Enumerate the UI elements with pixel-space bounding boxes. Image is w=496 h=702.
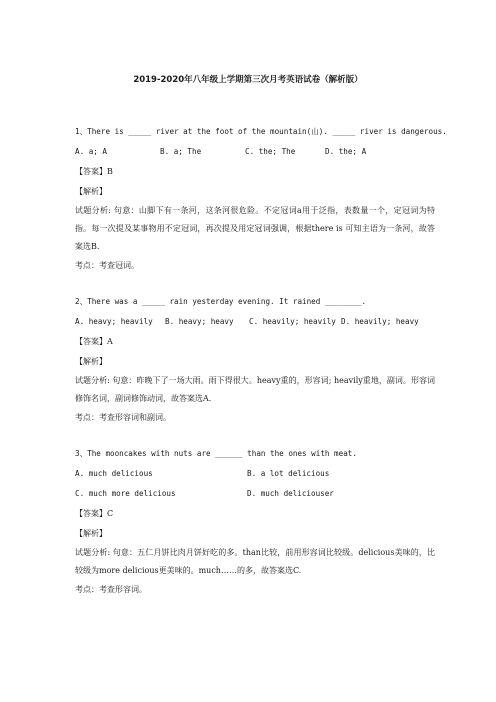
question-options: [75, 142, 435, 162]
question-1: [75, 122, 447, 276]
option-b: B. a lot delicious: [247, 469, 330, 478]
analysis-text: 试题分析: 句意：五仁月饼比肉月饼好吃的多。than比较，前用形容词比较级。delicious美味的，比较级为more delicious更美味的。much……的多，故答案选C.: [75, 548, 435, 575]
option-b: B. heavy; heavy: [165, 317, 234, 326]
option-c: C. the; The: [245, 147, 296, 156]
option-c: C. much more delicious: [75, 489, 176, 498]
question-stem: 2、There was a _____ rain yesterday evening. It rained ________.: [75, 297, 367, 306]
analysis-text: 试题分析: 句意：昨晚下了一场大雨。雨下得很大。heavy重的，形容词; heavily重地，副词。形容词修饰名词，副词修饰动词，故答案选A.: [75, 376, 435, 403]
document-body: [75, 122, 447, 616]
question-options-row-2: [75, 484, 435, 504]
question-options-row-1: [75, 464, 435, 484]
analysis-label: 【解析】: [75, 357, 107, 366]
option-c: C. heavily; heavily: [249, 317, 336, 326]
option-b: B. a; The: [160, 147, 202, 156]
question-options: [75, 312, 435, 332]
knowledge-point: 考点：考查形容词。: [75, 585, 147, 594]
analysis-label: 【解析】: [75, 529, 107, 538]
answer-label: 【答案】B: [75, 167, 113, 176]
question-3: [75, 444, 435, 600]
question-2: [75, 292, 435, 428]
option-a: A. a; A: [75, 147, 108, 156]
analysis-text: 试题分析: 句意：山脚下有一条河，这条河很危险。不定冠词a用于泛指，表数量一个，定冠词为特指。每一次提及某事物用不定冠词，再次提及用定冠词强调，根据there is 可知主语为一条河，故答案选B.: [75, 206, 435, 251]
option-d: D. the; A: [325, 147, 367, 156]
knowledge-point: 考点：考查形容词和副词。: [75, 413, 171, 422]
option-a: A. much delicious: [75, 469, 153, 478]
option-d: D. heavily; heavy: [341, 317, 419, 326]
question-stem: 1、There is _____ river at the foot of the mountain(山). _____ river is dangerous.: [75, 127, 447, 136]
question-stem: 3、The mooncakes with nuts are ______ than the ones with meat.: [75, 449, 357, 458]
answer-label: 【答案】C: [75, 509, 114, 518]
option-d: D. much deliciouser: [247, 489, 334, 498]
option-a: A. heavy; heavily: [75, 317, 153, 326]
knowledge-point: 考点：考查冠词。: [75, 261, 139, 270]
page-title: 2019-2020年八年级上学期第三次月考英语试卷（解析版）: [133, 75, 363, 85]
analysis-label: 【解析】: [75, 187, 107, 196]
answer-label: 【答案】A: [75, 337, 113, 346]
